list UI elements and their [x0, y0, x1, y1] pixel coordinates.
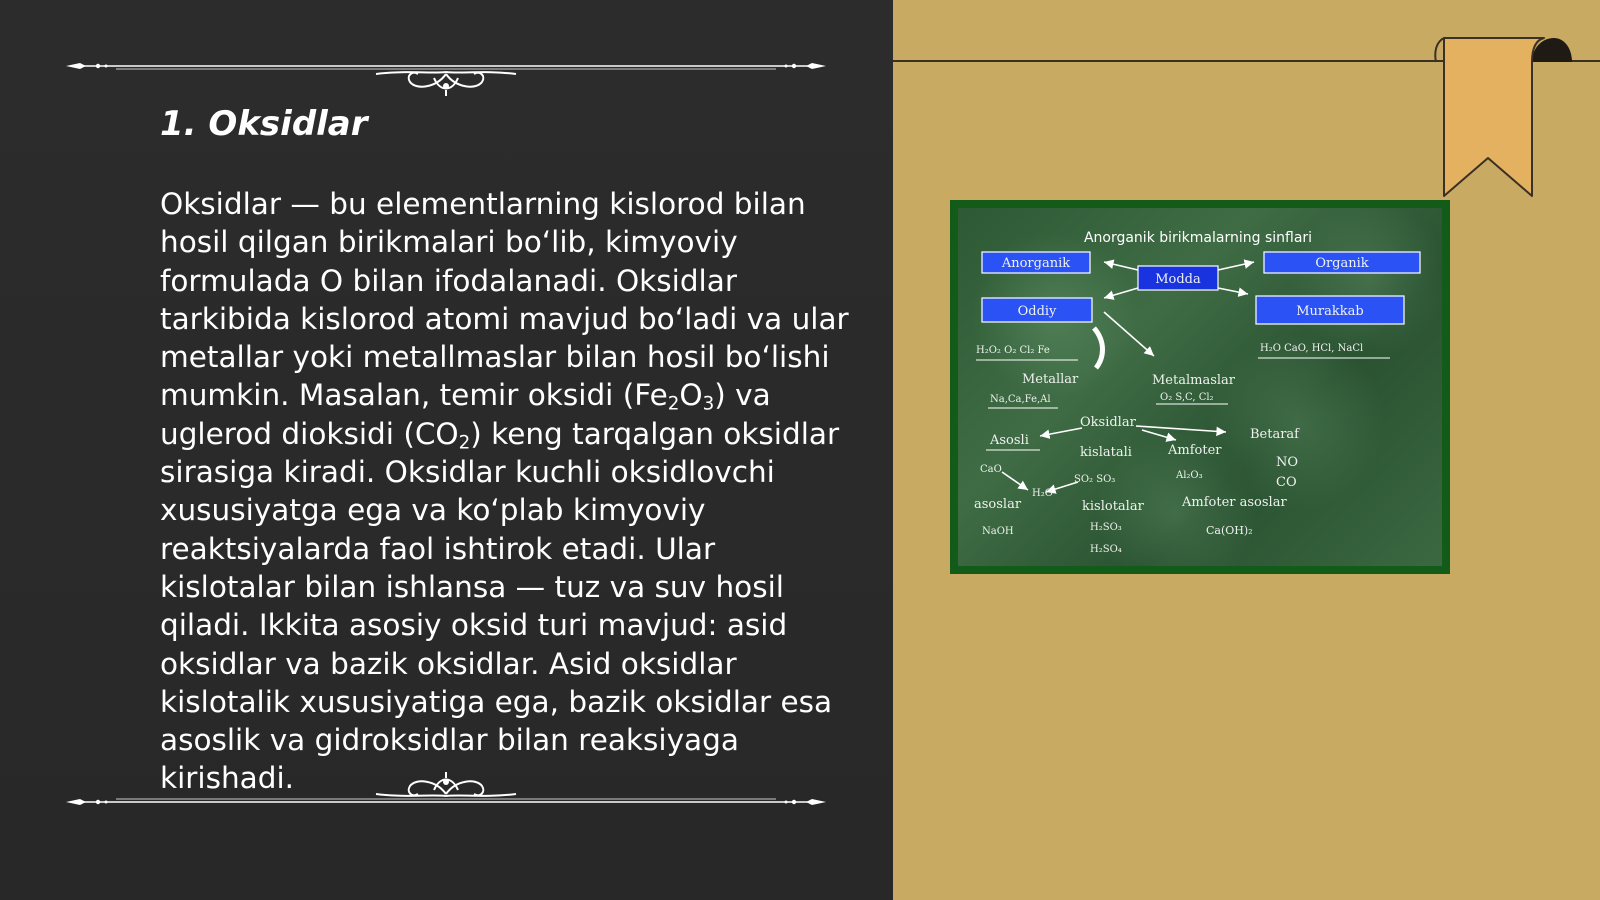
- label-amfoter-asoslar: Amfoter asoslar: [1182, 495, 1287, 510]
- label-metalmaslar: Metalmaslar: [1152, 373, 1236, 388]
- label-caoh2: Ca(OH)₂: [1206, 524, 1253, 537]
- label-amfoter: Amfoter: [1168, 443, 1222, 458]
- label-asosli: Asosli: [990, 433, 1029, 448]
- box-oddiy-label: Oddiy: [1017, 304, 1057, 319]
- label-so2-so3: SO₂ SO₃: [1074, 474, 1116, 485]
- label-metallar: Metallar: [1022, 372, 1079, 387]
- slide-title: 1. Oksidlar: [160, 104, 368, 144]
- label-naoh: NaOH: [982, 526, 1014, 537]
- body-text-part-2: ) va uglerod dioksidi (CO: [160, 378, 771, 451]
- box-anorganik-label: Anorganik: [1001, 256, 1071, 271]
- label-metallar-examples: Na,Ca,Fe,Al: [990, 394, 1051, 405]
- label-h2so3: H₂SO₃: [1090, 522, 1122, 533]
- box-organik-label: Organik: [1315, 256, 1369, 271]
- label-kislatali: kislatali: [1080, 445, 1132, 460]
- body-text-o: O: [679, 378, 703, 413]
- body-text-part-3: ) keng tarqalgan oksidlar sirasiga kiradi. Oksidlar kuchli oksidlovchi xususiyatga ega va ko‘plab kimyoviy reaktsiyalarda faol ishtirok etadi. Ular kislotalar bilan ishlansa — tuz va suv hosil qiladi. Ikkita asosiy oksid turi mavjud: asid oksidlar va bazik oksidlar. Asid oksidlar kislotalik xususiyatiga ega, bazik oksidlar esa asoslik va gidroksidlar bilan reaksiyaga kirishadi.: [160, 416, 840, 796]
- label-asoslar: asoslar: [974, 497, 1022, 512]
- subscript-o: 3: [702, 394, 715, 416]
- subscript-co: 2: [458, 432, 471, 454]
- diagram-canvas: [958, 208, 1442, 566]
- label-h2so4: H₂SO₄: [1090, 544, 1122, 555]
- flourish-divider-top-icon: [66, 36, 826, 96]
- label-betaraf: Betaraf: [1250, 427, 1299, 442]
- label-cao: CaO: [980, 464, 1002, 475]
- body-text-part-1: Oksidlar — bu elementlarning kislorod bilan hosil qilgan birikmalari bo‘lib, kimyoviy formulada O bilan ifodalanadi. Oksidlar tarkibida kislorod atomi mavjud bo‘ladi va ular metallar yoki metallmaslar bilan hosil bo‘lishi mumkin. Masalan, temir oksidi (Fe: [160, 187, 849, 413]
- label-al2o3: Al₂O₃: [1176, 470, 1203, 481]
- label-h2o: H₂O: [1032, 488, 1053, 499]
- label-oddiy-formulas: H₂O₂ O₂ Cl₂ Fe: [976, 345, 1050, 356]
- ribbon-bookmark-icon: [1434, 36, 1574, 200]
- flourish-divider-bottom-icon: [66, 772, 826, 832]
- label-metalmaslar-examples: O₂ S,C, Cl₂: [1160, 392, 1214, 403]
- label-murakkab-formulas: H₂O CaO, HCl, NaCl: [1260, 343, 1364, 354]
- curved-arrow-icon: [1094, 328, 1103, 368]
- label-co: CO: [1276, 475, 1297, 490]
- chalkboard-diagram: [950, 200, 1450, 574]
- slide-body-text: [160, 185, 850, 798]
- label-kislotalar: kislotalar: [1082, 499, 1144, 514]
- label-no: NO: [1276, 455, 1299, 470]
- subscript-fe: 2: [667, 394, 680, 416]
- diagram-heading: Anorganik birikmalarning sinflari: [1083, 230, 1313, 246]
- label-oksidlar: Oksidlar: [1080, 415, 1136, 430]
- box-murakkab-label: Murakkab: [1296, 304, 1364, 319]
- box-modda-label: Modda: [1155, 272, 1201, 287]
